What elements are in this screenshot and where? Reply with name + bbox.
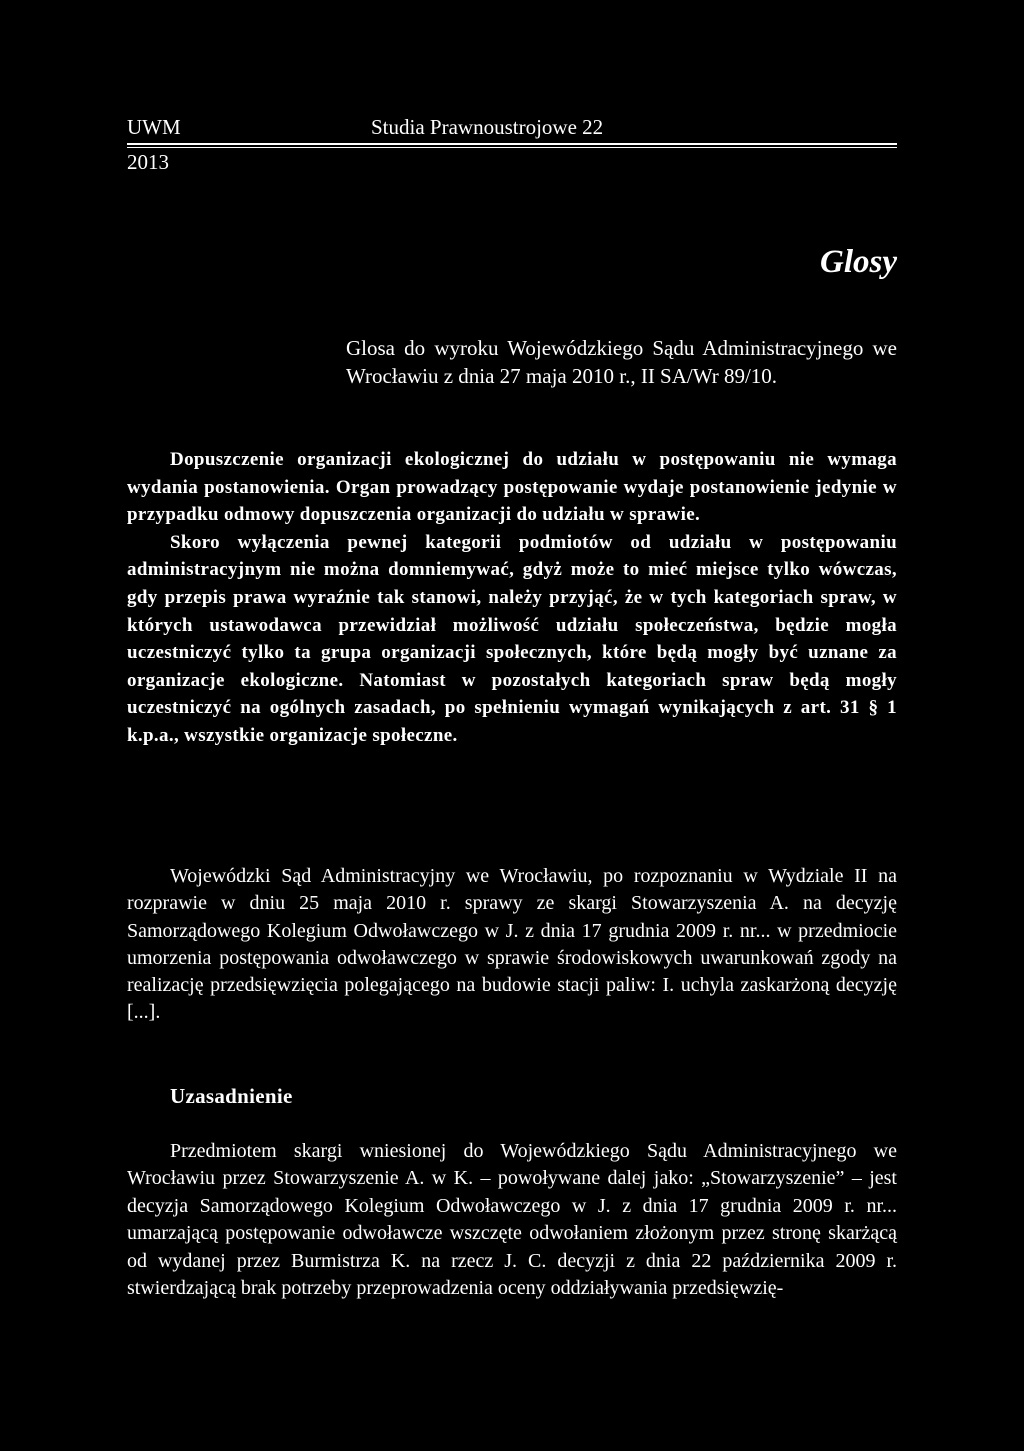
reasoning-block [127,1138,897,1302]
running-header [127,112,897,142]
thesis-block [127,446,897,750]
thesis-paragraph: Skoro wyłączenia pewnej kategorii podmiotów od udziału w postępowaniu administracyjnym nie można domniemywać, gdyż może to mieć miejsce tylko wówczas, gdy przepis prawa wyraźnie tak stanowi, należy przyjąć, że w tych kategoriach spraw, w których ustawodawca przewidział możliwość udziału społeczeństwa, będzie mogła uczestniczyć tylko ta grupa organizacji społecznych, które będą mogły być uznane za organizacje ekologiczne. Natomiast w pozostałych kategoriach spraw będą mogły uczestniczyć na ogólnych zasadach, po spełnieniu wymagań wynikających z art. 31 § 1 k.p.a., wszystkie organizacje społeczne. [127,531,897,746]
journal-title: Studia Prawnoustrojowe 22 [371,115,604,139]
header-rule [127,143,897,145]
section-title: Glosy [820,244,897,280]
header-rule-thin [127,147,897,148]
reasoning-paragraph: Przedmiotem skargi wniesionej do Wojewódzkiego Sądu Administracyjnego we Wrocławiu przez Stowarzyszenie A. w K. – powoływane dalej jako: „Stowarzyszenie” – jest decyzja Samorządowego Kolegium Odwoławczego w J. z dnia 17 grudnia 2009 r. nr... umarzającą postępowanie odwoławcze wszczęte odwołaniem złożonym przez stronę skarżącą od wydanej przez Burmistrza K. na rzecz J. C. decyzji z dnia 22 października 2009 r. stwierdzającą brak potrzeby przeprowadzenia oceny oddziaływania przedsięwzię- [127,1140,897,1300]
journal-year: 2013 [127,150,169,174]
ruling-block [127,863,897,1027]
reasoning-heading: Uzasadnienie [170,1084,293,1108]
thesis-paragraph: Dopuszczenie organizacji ekologicznej do udziału w postępowaniu nie wymaga wydania postanowienia. Organ prowadzący postępowanie wydaje postanowienie jedynie w przypadku odmowy dopuszczenia organizacji do udziału w sprawie. [127,449,897,526]
ruling-paragraph: Wojewódzki Sąd Administracyjny we Wrocławiu, po rozpoznaniu w Wydziale II na rozprawie w dniu 25 maja 2010 r. sprawy ze skargi Stowarzyszenia A. na decyzję Samorządowego Kolegium Odwoławczego w J. z dnia 17 grudnia 2009 r. nr... w przedmiocie umorzenia postępowania odwoławczego w sprawie środowiskowych uwarunkowań zgody na realizację przedsięwzięcia polegającego na budowie stacji paliw: I. uchyla zaskarżoną decyzję [...]. [127,865,897,1024]
journal-code: UWM [127,115,181,139]
gloss-reference: Glosa do wyroku Wojewódzkiego Sądu Administracyjnego we Wrocławiu z dnia 27 maja 2010 r., II SA/Wr 89/10. [346,336,897,388]
